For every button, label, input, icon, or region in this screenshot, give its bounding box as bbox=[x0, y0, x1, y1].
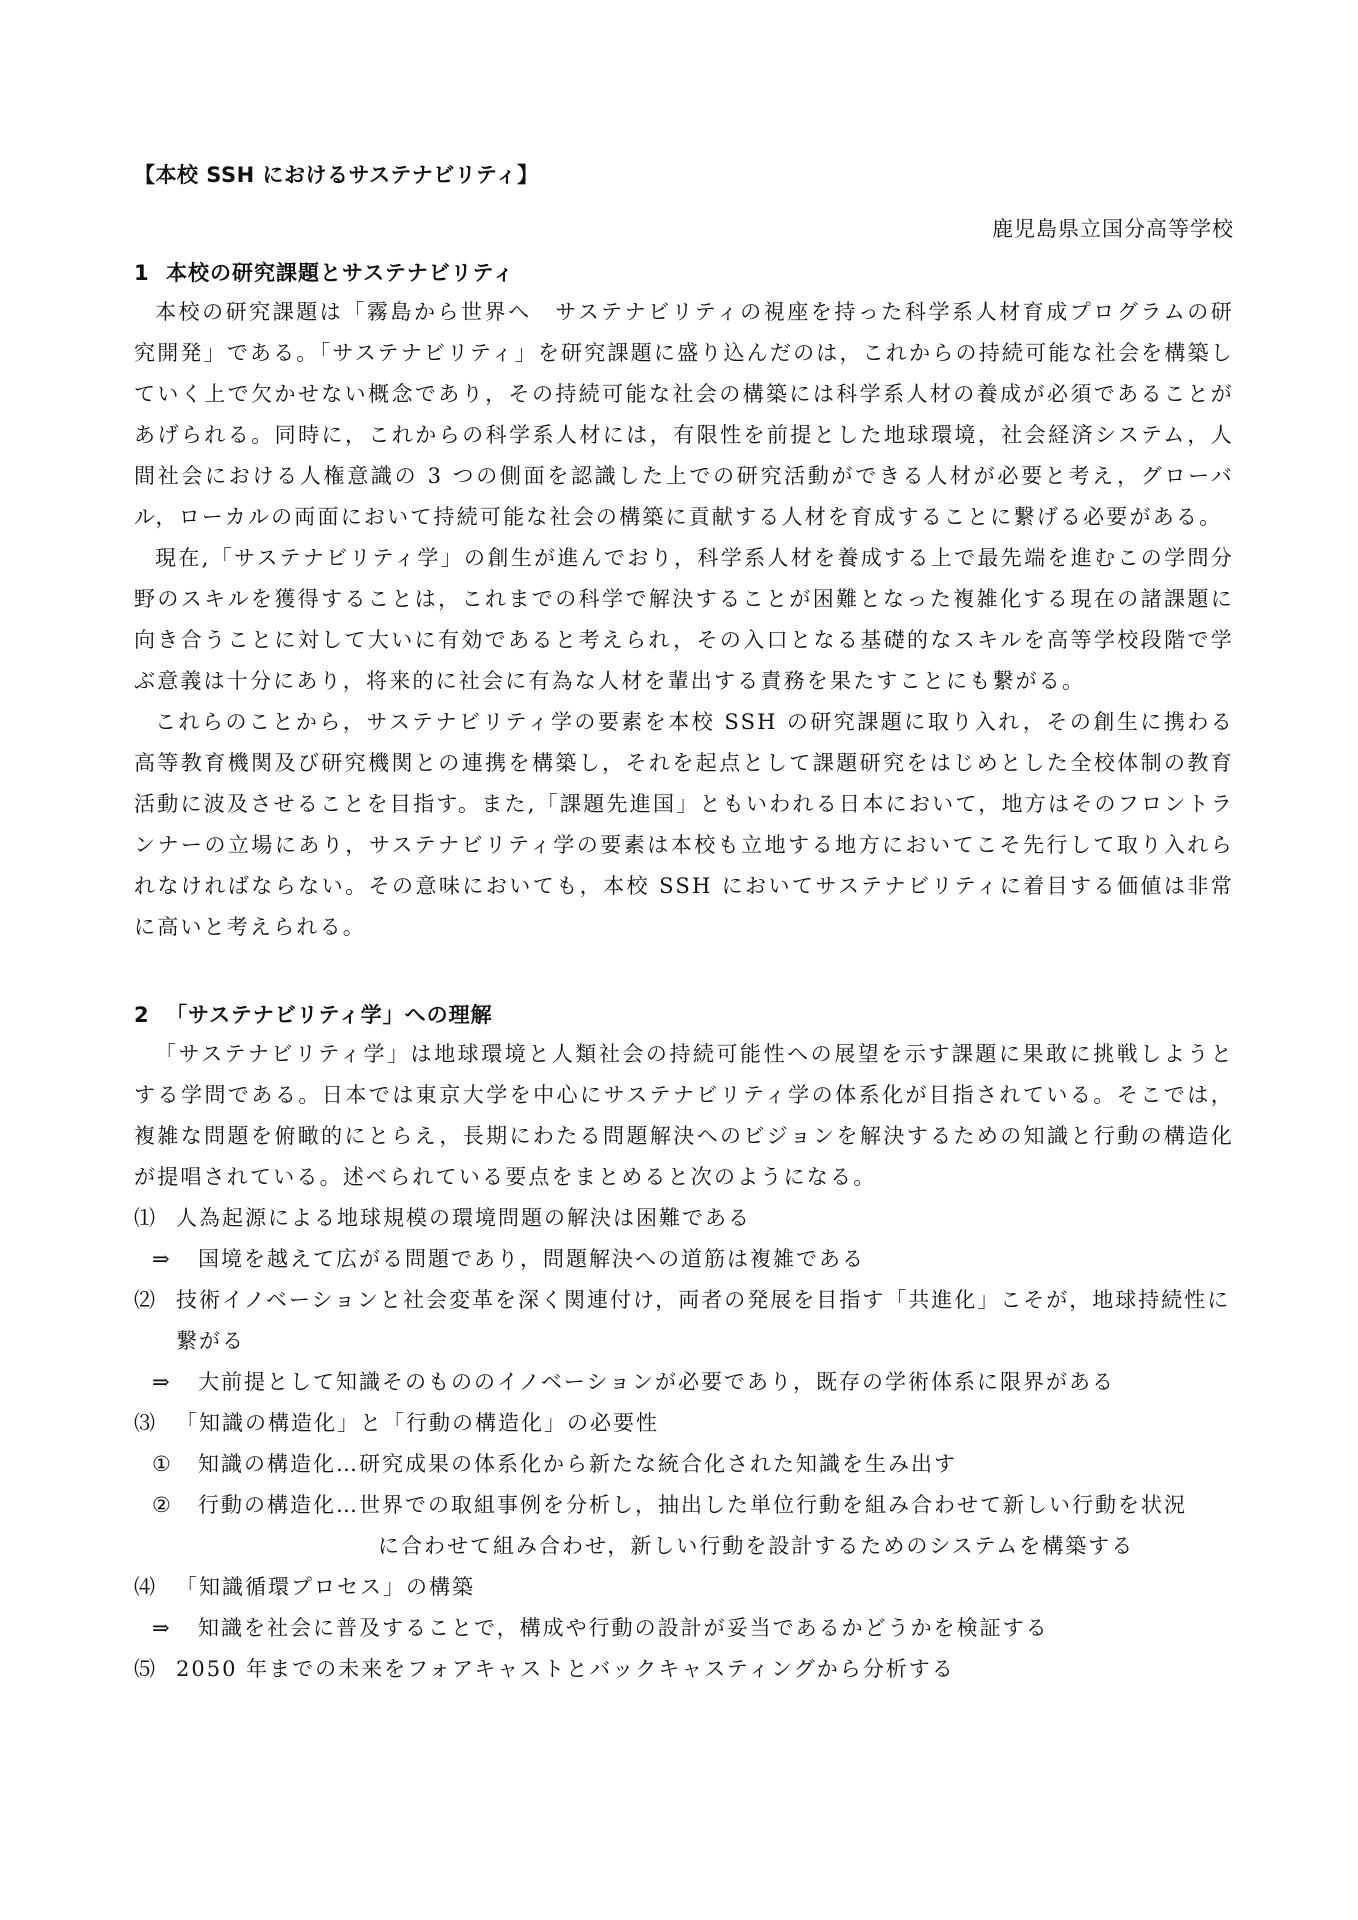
section-1-title: 本校の研究課題とサステナビリティ bbox=[166, 261, 515, 285]
section-2-heading bbox=[134, 1000, 1234, 1030]
section-2-title: 「サステナビリティ学」への理解 bbox=[166, 1003, 493, 1027]
section-1-paragraph-1: 本校の研究課題は「霧島から世界へ サステナビリティの視座を持った科学系人材育成プログラムの研究開発」である。「サステナビリティ」を研究課題に盛り込んだのは，これからの持続可能な社会を構築していく上で欠かせない概念であり，その持続可能な社会の構築には科学系人材の養成が必須であることがあげられる。同時に，これからの科学系人材には，有限性を前提とした地球環境，社会経済システム，人間社会における人権意識の 3 つの側面を認識した上での研究活動ができる人材が必要と考え，グローバル，ローカルの両面において持続可能な社会の構築に貢献する人材を育成することに繋げる必要がある。 bbox=[134, 300, 1234, 529]
sub-item bbox=[134, 1444, 1234, 1485]
sub-item-text: 大前提として知識そのもののイノベーションが必要であり，既存の学術体系に限界がある bbox=[198, 1370, 1116, 1394]
arrow-marker: ⇒ bbox=[152, 1247, 172, 1271]
list-item-text: 「知識循環プロセス」の構築 bbox=[176, 1575, 475, 1599]
sub-item-text: 知識の構造化…研究成果の体系化から新たな統合化された知識を生み出す bbox=[198, 1452, 957, 1476]
list-item bbox=[134, 1280, 1234, 1362]
section-2-number: 2 bbox=[134, 1003, 150, 1027]
list-item bbox=[134, 1198, 1234, 1239]
sub-item bbox=[134, 1362, 1234, 1403]
sub-item bbox=[134, 1239, 1234, 1280]
section-2-intro: 「サステナビリティ学」は地球環境と人類社会の持続可能性への展望を示す課題に果敢に挑戦しようとする学問である。日本では東京大学を中心にサステナビリティ学の体系化が目指されている。そこでは，複雑な問題を俯瞰的にとらえ，長期にわたる問題解決へのビジョンを解決するための知識と行動の構造化が提唱されている。述べられている要点をまとめると次のようになる。 bbox=[134, 1042, 1234, 1189]
sub-item bbox=[134, 1608, 1234, 1649]
list-marker: ⑴ bbox=[134, 1206, 157, 1230]
document-page bbox=[134, 160, 1234, 1690]
section-1-number: 1 bbox=[134, 261, 150, 285]
arrow-marker: ⇒ bbox=[152, 1370, 172, 1394]
list-item-text: 2050 年までの未来をフォアキャストとバックキャスティングから分析する bbox=[176, 1657, 955, 1681]
sub-item-text: 国境を越えて広がる問題であり，問題解決への道筋は複雑である bbox=[198, 1247, 865, 1271]
section-1-paragraph-2: 現在,「サステナビリティ学」の創生が進んでおり，科学系人材を養成する上で最先端を進むこの学問分野のスキルを獲得することは，これまでの科学で解決することが困難となった複雑化する現在の諸課題に向き合うことに対して大いに有効であると考えられ，その入口となる基礎的なスキルを高等学校段階で学ぶ意義は十分にあり，将来的に社会に有為な人材を輩出する責務を果たすことにも繋がる。 bbox=[134, 546, 1234, 693]
organization-name: 鹿児島県立国分高等学校 bbox=[992, 217, 1234, 241]
sub-item-continuation: に合わせて組み合わせ，新しい行動を設計するためのシステムを構築する bbox=[378, 1534, 1135, 1558]
sub-item bbox=[134, 1485, 1234, 1567]
section-1-paragraph-3: これらのことから，サステナビリティ学の要素を本校 SSH の研究課題に取り入れ，その創生に携わる高等教育機関及び研究機関との連携を構築し，それを起点として課題研究をはじめとした全校体制の教育活動に波及させることを目指す。また,「課題先進国」ともいわれる日本において，地方はそのフロントランナーの立場にあり，サステナビリティ学の要素は本校も立地する地方においてこそ先行して取り入れられなければならない。その意味においても，本校 SSH においてサステナビリティに着目する価値は非常に高いと考えられる。 bbox=[134, 710, 1234, 939]
arrow-marker: ⇒ bbox=[152, 1616, 172, 1640]
sub-item-text: 行動の構造化…世界での取組事例を分析し，抽出した単位行動を組み合わせて新しい行動を状況 bbox=[198, 1493, 1187, 1517]
list-item bbox=[134, 1403, 1234, 1444]
list-marker: ⑷ bbox=[134, 1575, 157, 1599]
list-marker: ⑸ bbox=[134, 1657, 157, 1681]
circled-number-marker: ① bbox=[152, 1452, 173, 1476]
list-item bbox=[134, 1649, 1234, 1690]
list-item bbox=[134, 1567, 1234, 1608]
section-1-heading bbox=[134, 258, 1234, 288]
list-marker: ⑶ bbox=[134, 1411, 157, 1435]
document-title: 【本校 SSH におけるサステナビリティ】 bbox=[134, 163, 539, 187]
circled-number-marker: ② bbox=[152, 1493, 173, 1517]
list-marker: ⑵ bbox=[134, 1288, 157, 1312]
list-item-text: 「知識の構造化」と「行動の構造化」の必要性 bbox=[176, 1411, 659, 1435]
list-item-text: 人為起源による地球規模の環境問題の解決は困難である bbox=[176, 1206, 751, 1230]
sub-item-text: 知識を社会に普及することで，構成や行動の設計が妥当であるかどうかを検証する bbox=[198, 1616, 1049, 1640]
list-item-text: 技術イノベーションと社会変革を深く関連付け，両者の発展を目指す「共進化」こそが，地球持続性に繋がる bbox=[176, 1288, 1231, 1353]
